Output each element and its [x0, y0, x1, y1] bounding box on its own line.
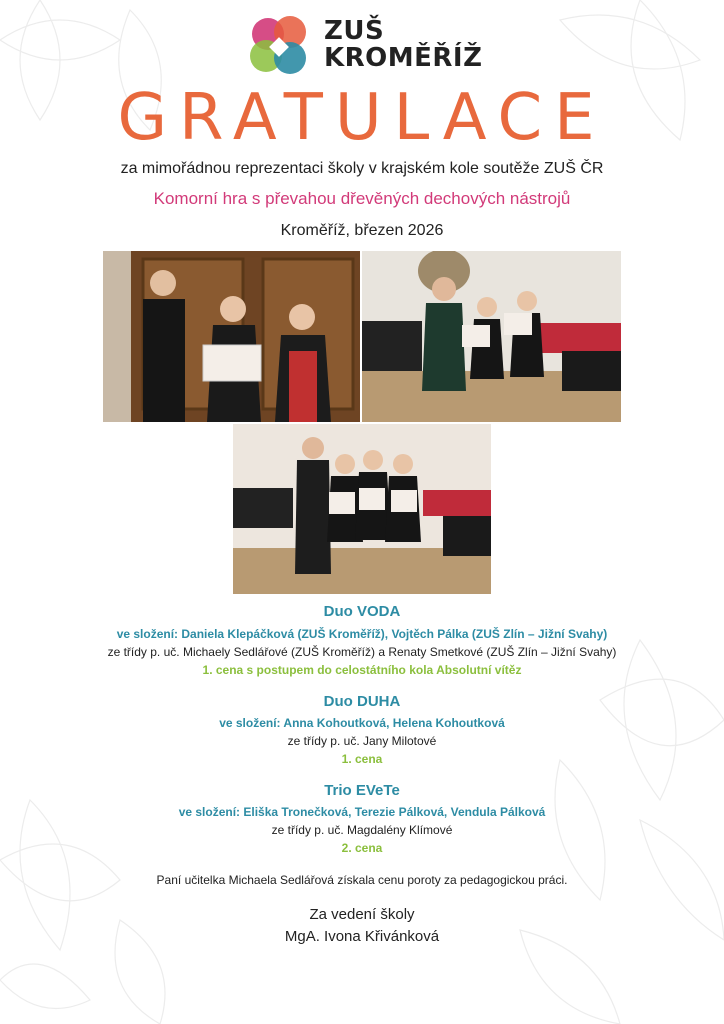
school-name	[324, 18, 482, 72]
signature-name: MgA. Ivona Křivánková	[284, 928, 440, 945]
group-teacher-duo-duha: ze třídy p. uč. Jany Milotové	[287, 734, 437, 748]
group-name-trio-evete: Trio EVeTe	[324, 782, 400, 799]
logo-line-1: ZUŠ	[324, 16, 385, 46]
logo-line-2: KROMĚŘÍŽ	[324, 43, 483, 73]
flower-logo-icon	[244, 12, 318, 80]
school-logo	[244, 12, 484, 80]
place-date: Kroměříž, březen 2026	[280, 222, 444, 239]
photo-duo-duha	[362, 251, 621, 422]
group-members-trio-evete: ve složení: Eliška Tronečková, Terezie Pálková, Vendula Pálková	[178, 805, 546, 819]
page-title: GRATULACE	[117, 81, 607, 155]
signature-line-1: Za vedení školy	[309, 906, 415, 923]
group-teacher-duo-voda: ze třídy p. uč. Michaely Sedlářové (ZUŠ Kroměříž) a Renaty Smetkové (ZUŠ Zlín – Jižní Svahy)	[107, 645, 617, 659]
teacher-award-note: Paní učitelka Michaela Sedlářová získala cenu poroty za pedagogickou práci.	[156, 873, 568, 887]
group-members-duo-voda: ve složení: Daniela Klepáčková (ZUŠ Kroměříž), Vojtěch Pálka (ZUŠ Zlín – Jižní Svahy)	[116, 627, 608, 641]
group-prize-trio-evete: 2. cena	[341, 841, 383, 855]
group-prize-duo-duha: 1. cena	[341, 752, 383, 766]
group-teacher-trio-evete: ze třídy p. uč. Magdalény Klímové	[271, 823, 453, 837]
subtitle: za mimořádnou reprezentaci školy v krajském kole soutěže ZUŠ ČR	[120, 160, 604, 177]
group-prize-duo-voda: 1. cena s postupem do celostátního kola Absolutní vítěz	[202, 663, 522, 677]
photo-duo-voda	[103, 251, 360, 422]
group-members-duo-duha: ve složení: Anna Kohoutková, Helena Kohoutková	[219, 716, 505, 730]
group-name-duo-duha: Duo DUHA	[323, 693, 401, 710]
competition-name: Komorní hra s převahou dřevěných dechových nástrojů	[153, 189, 571, 208]
photo-trio-evete	[233, 424, 491, 594]
group-name-duo-voda: Duo VODA	[323, 603, 401, 620]
